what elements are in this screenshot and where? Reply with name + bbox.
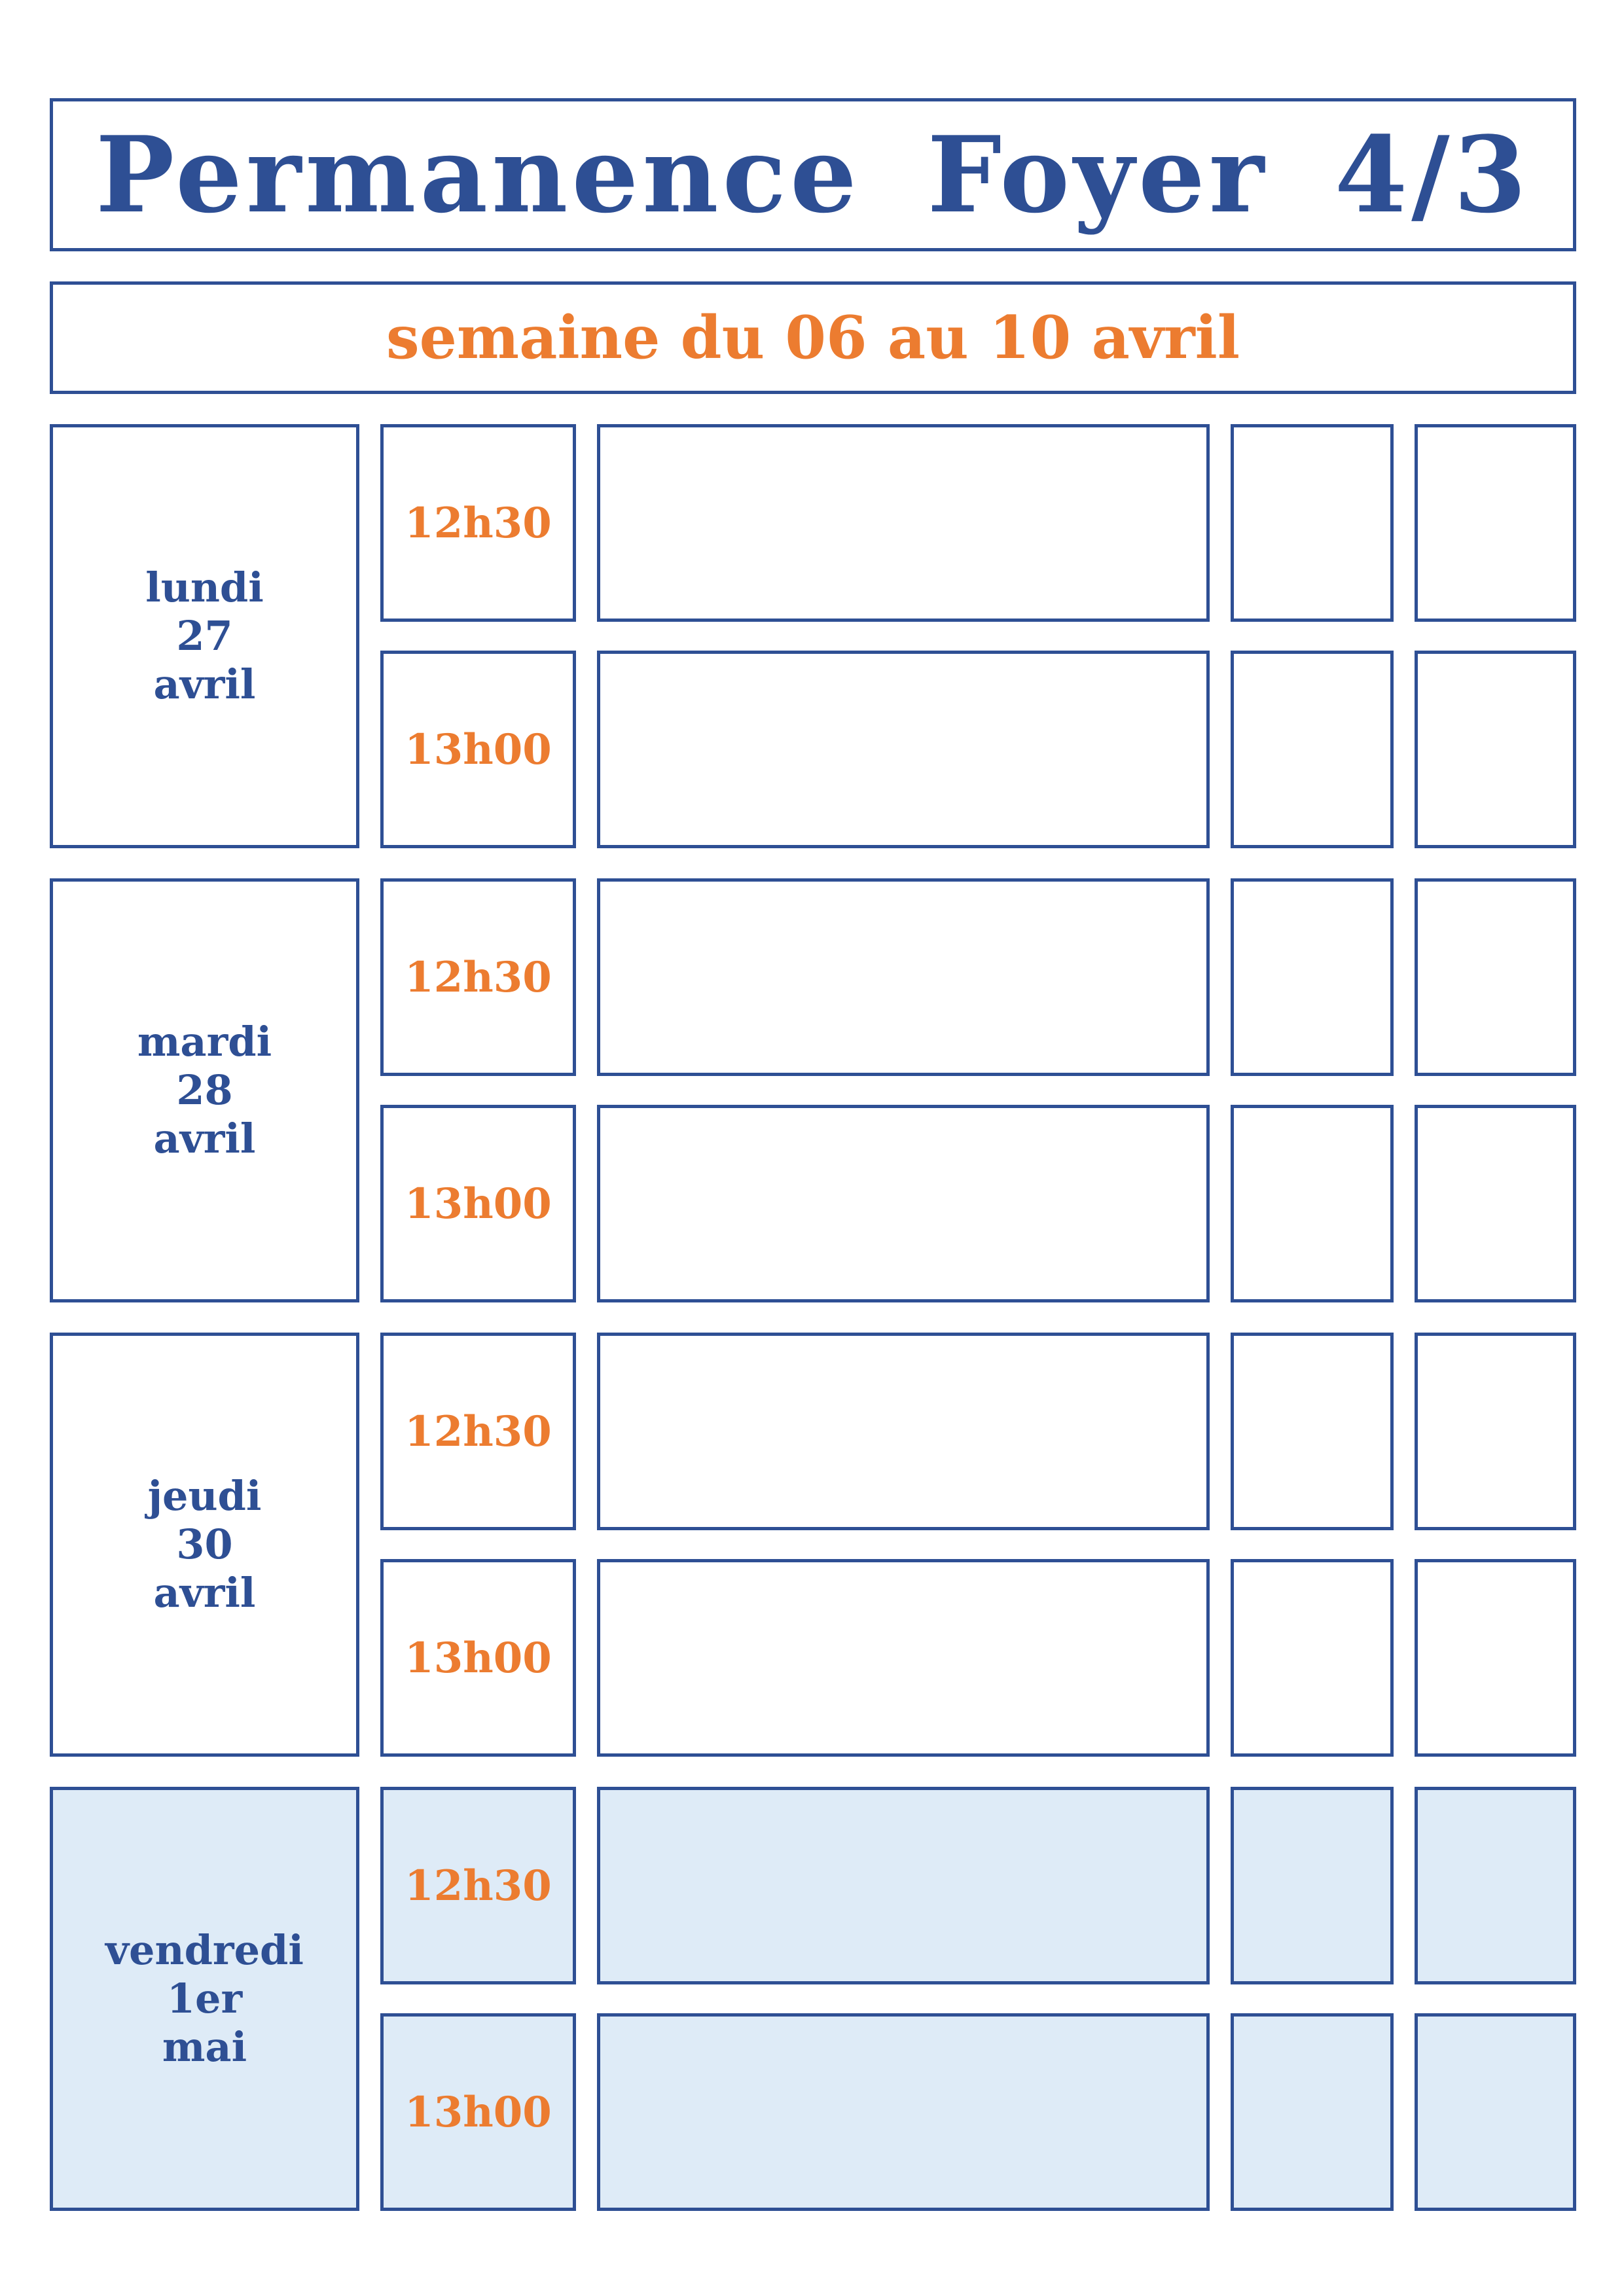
check-field[interactable] xyxy=(1415,1559,1576,1757)
page-title-box xyxy=(50,98,1576,251)
day-number: 27 xyxy=(176,612,233,660)
time-label: 13h00 xyxy=(405,1179,552,1229)
day-weekday: jeudi xyxy=(147,1472,262,1520)
name-field[interactable] xyxy=(597,424,1210,622)
check-field[interactable] xyxy=(1415,424,1576,622)
time-slot xyxy=(380,2013,576,2211)
day-weekday: mardi xyxy=(137,1018,272,1066)
time-label: 12h30 xyxy=(405,952,552,1002)
check-field[interactable] xyxy=(1231,878,1394,1076)
time-label: 13h00 xyxy=(405,1633,552,1683)
day-cell-mardi xyxy=(50,878,359,1302)
check-field[interactable] xyxy=(1231,1787,1394,1984)
name-field[interactable] xyxy=(597,1333,1210,1530)
time-slot xyxy=(380,1105,576,1302)
name-field[interactable] xyxy=(597,651,1210,848)
time-label: 12h30 xyxy=(405,498,552,548)
name-field[interactable] xyxy=(597,1787,1210,1984)
check-field[interactable] xyxy=(1231,424,1394,622)
day-cell-jeudi xyxy=(50,1333,359,1757)
day-number: 28 xyxy=(176,1066,233,1114)
day-month: avril xyxy=(153,1115,256,1162)
check-field[interactable] xyxy=(1231,651,1394,848)
check-field[interactable] xyxy=(1415,1787,1576,1984)
check-field[interactable] xyxy=(1231,1333,1394,1530)
time-label: 12h30 xyxy=(405,1861,552,1910)
day-cell-lundi xyxy=(50,424,359,848)
time-label: 13h00 xyxy=(405,2087,552,2137)
name-field[interactable] xyxy=(597,1559,1210,1757)
check-field[interactable] xyxy=(1231,1559,1394,1757)
day-number: 1er xyxy=(166,1975,243,2022)
time-label: 13h00 xyxy=(405,725,552,774)
day-cell-vendredi xyxy=(50,1787,359,2211)
name-field[interactable] xyxy=(597,1105,1210,1302)
day-weekday: lundi xyxy=(145,564,264,611)
check-field[interactable] xyxy=(1231,2013,1394,2211)
check-field[interactable] xyxy=(1415,1105,1576,1302)
day-number: 30 xyxy=(176,1520,233,1568)
time-slot xyxy=(380,1333,576,1530)
check-field[interactable] xyxy=(1415,878,1576,1076)
time-slot xyxy=(380,1787,576,1984)
time-label: 12h30 xyxy=(405,1407,552,1456)
time-slot xyxy=(380,1559,576,1757)
check-field[interactable] xyxy=(1415,1333,1576,1530)
name-field[interactable] xyxy=(597,878,1210,1076)
time-slot xyxy=(380,651,576,848)
day-weekday: vendredi xyxy=(105,1926,304,1974)
time-slot xyxy=(380,878,576,1076)
time-slot xyxy=(380,424,576,622)
page-title: Permanence Foyer 4/3 xyxy=(96,113,1530,236)
check-field[interactable] xyxy=(1415,2013,1576,2211)
check-field[interactable] xyxy=(1231,1105,1394,1302)
day-month: mai xyxy=(162,2023,247,2071)
day-month: avril xyxy=(153,660,256,708)
day-month: avril xyxy=(153,1569,256,1617)
name-field[interactable] xyxy=(597,2013,1210,2211)
check-field[interactable] xyxy=(1415,651,1576,848)
week-subtitle-box xyxy=(50,281,1576,394)
week-subtitle: semaine du 06 au 10 avril xyxy=(386,303,1240,372)
